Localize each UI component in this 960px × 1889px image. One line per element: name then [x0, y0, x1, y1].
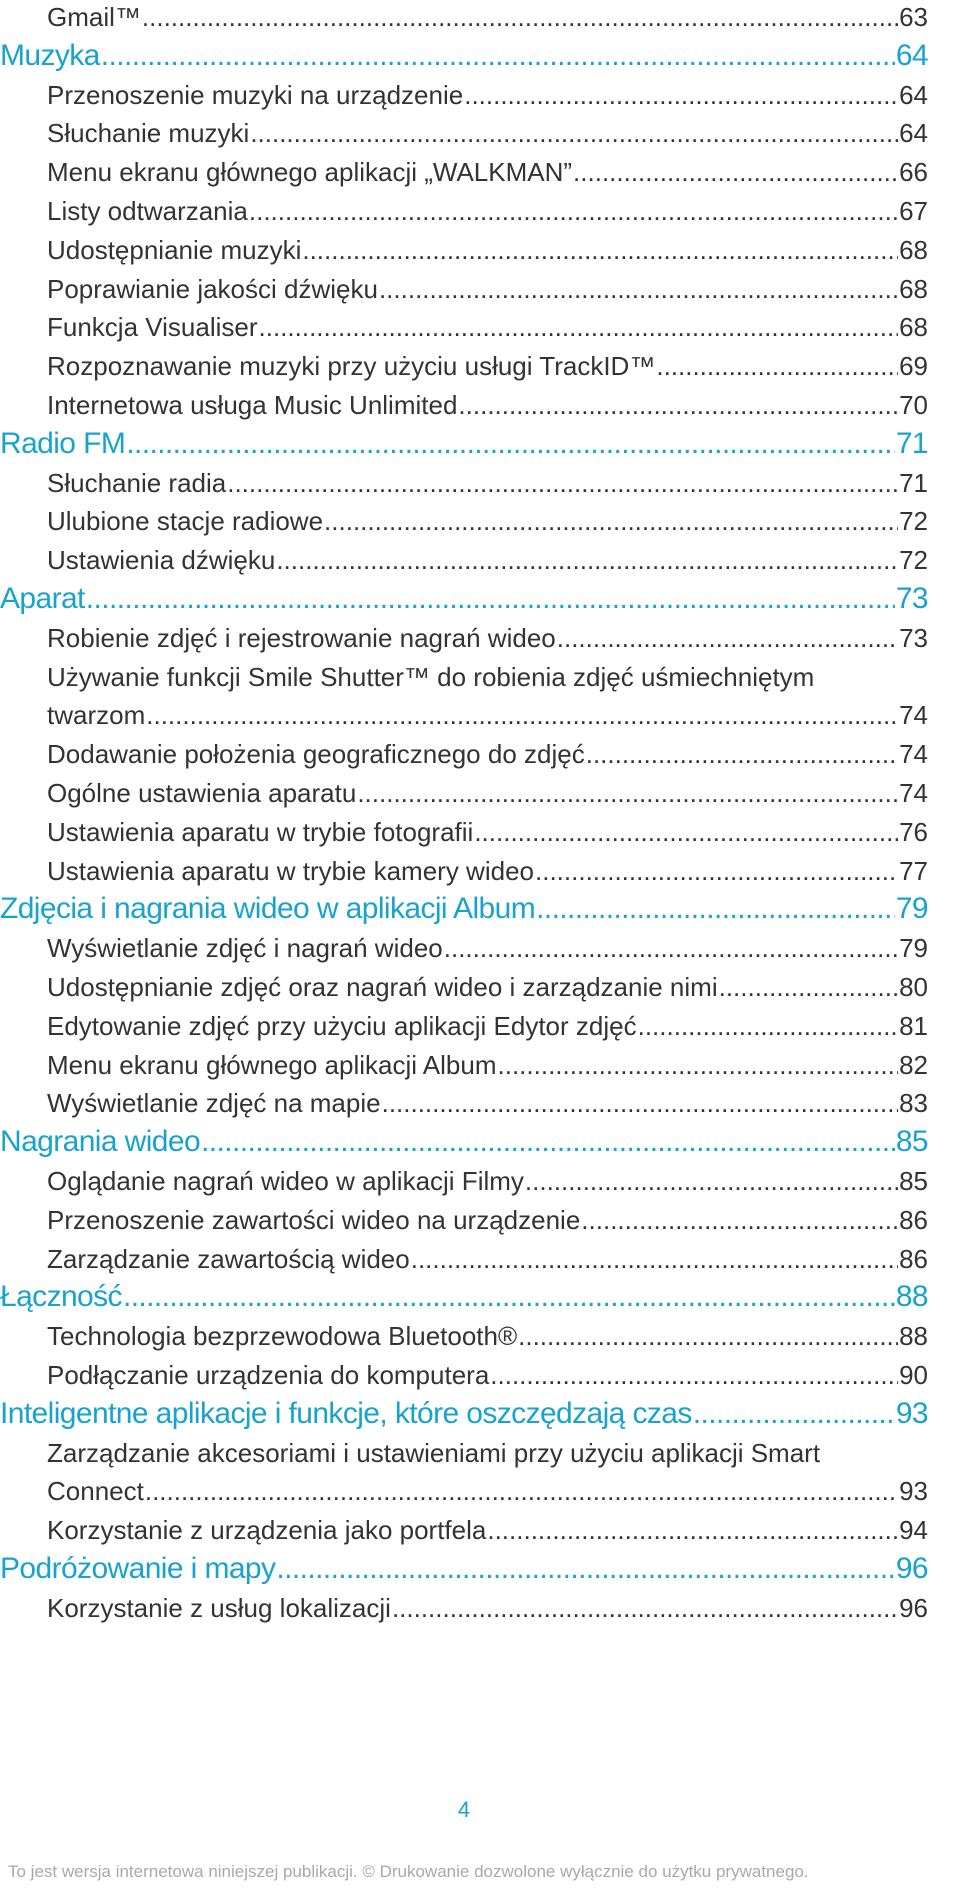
- toc-entry-title: Poprawianie jakości dźwięku: [47, 273, 378, 304]
- toc-entry-title-line1: Zarządzanie akcesoriami i ustawieniami przy użyciu aplikacji Smart: [47, 1437, 821, 1468]
- toc-section-page: 79: [895, 892, 928, 926]
- dot-leader: [145, 1478, 898, 1504]
- toc-entry-title: Wyświetlanie zdjęć i nagrań wideo: [47, 933, 443, 964]
- toc-section[interactable]: [0, 38, 928, 72]
- toc-entry-title: Ustawienia aparatu w trybie fotografii: [47, 816, 474, 847]
- toc-entry-page: 81: [899, 1010, 928, 1041]
- toc-entry-title: Edytowanie zdjęć przy użyciu aplikacji Edytor zdjęć: [47, 1010, 637, 1041]
- toc-entry-title: Korzystanie z usług lokalizacji: [47, 1592, 391, 1623]
- dot-leader: [101, 41, 895, 71]
- dot-leader: [227, 470, 898, 496]
- dot-leader: [411, 1246, 898, 1272]
- dot-leader: [586, 741, 898, 767]
- toc-entry[interactable]: [0, 1321, 928, 1352]
- dot-leader: [392, 1595, 898, 1621]
- toc-section[interactable]: [0, 1554, 928, 1584]
- dot-leader: [123, 1282, 895, 1312]
- toc-entry-title: twarzom: [47, 700, 146, 731]
- toc-entry-page: 64: [899, 118, 928, 149]
- toc-entry-page: 76: [899, 816, 928, 847]
- toc-entry-page: 86: [899, 1243, 928, 1274]
- toc-entry-title-line1: Używanie funkcji Smile Shutter™ do robienia zdjęć uśmiechniętym: [47, 661, 815, 692]
- toc-entry[interactable]: [0, 1592, 928, 1623]
- toc-entry[interactable]: [0, 1362, 928, 1388]
- toc-entry-page: 72: [899, 545, 928, 576]
- toc-entry-title: Oglądanie nagrań wideo w aplikacji Filmy: [47, 1166, 524, 1196]
- toc-entry[interactable]: [0, 933, 928, 964]
- dot-leader: [464, 82, 898, 108]
- toc-entry-page: 88: [899, 1321, 928, 1352]
- toc-entry[interactable]: [0, 79, 928, 110]
- toc-section-title: Nagrania wideo: [0, 1125, 201, 1159]
- toc-section[interactable]: [0, 1396, 928, 1430]
- dot-leader: [126, 429, 895, 459]
- toc-section-title: Inteligentne aplikacje i funkcje, które oszczędzają czas: [0, 1396, 692, 1430]
- toc-section-title: Muzyka: [0, 38, 100, 72]
- toc-entry-page: 68: [899, 312, 928, 343]
- toc-entry-page: 69: [899, 351, 928, 382]
- toc-entry-page: 83: [899, 1088, 928, 1119]
- toc-entry-page: 70: [899, 390, 928, 420]
- toc-entry-page: 93: [899, 1476, 928, 1507]
- toc-section-page: 96: [895, 1552, 928, 1585]
- toc-entry[interactable]: [0, 816, 928, 847]
- toc-entry[interactable]: [0, 392, 928, 418]
- toc-entry-title: Funkcja Visualiser: [47, 312, 258, 343]
- toc-entry[interactable]: [0, 855, 928, 886]
- toc-entry[interactable]: [0, 351, 928, 382]
- toc-entry-title: Korzystanie z urządzenia jako portfela: [47, 1515, 487, 1546]
- toc-entry-page: 90: [899, 1360, 928, 1390]
- toc-entry-title: Przenoszenie muzyki na urządzenie: [47, 79, 464, 110]
- toc-entry-page: 94: [899, 1515, 928, 1546]
- toc-entry-title: Słuchanie muzyki: [47, 118, 250, 149]
- toc-entry-page: 68: [899, 273, 928, 304]
- dot-leader: [490, 1362, 898, 1388]
- toc-entry-page: 82: [899, 1049, 928, 1080]
- toc-entry[interactable]: [0, 467, 928, 498]
- dot-leader: [487, 1517, 898, 1543]
- toc-entry-page: 86: [899, 1204, 928, 1235]
- dot-leader: [573, 159, 898, 185]
- toc-entry-page: 68: [899, 234, 928, 265]
- toc-entry-title: Podłączanie urządzenia do komputera: [47, 1360, 490, 1390]
- dot-leader: [525, 1168, 898, 1194]
- toc-entry-title: Connect: [47, 1476, 144, 1507]
- toc-entry-title: Internetowa usługa Music Unlimited: [47, 390, 458, 420]
- dot-leader: [302, 237, 898, 263]
- toc-entry[interactable]: [0, 1168, 928, 1194]
- dot-leader: [146, 702, 898, 728]
- toc-entry[interactable]: [0, 118, 928, 149]
- toc-entry[interactable]: [0, 273, 928, 304]
- toc-entry-title: Menu ekranu głównego aplikacji Album: [47, 1049, 497, 1080]
- toc-entry-title: Słuchanie radia: [47, 467, 227, 498]
- dot-leader: [276, 1554, 894, 1584]
- toc-entry-title: Ulubione stacje radiowe: [47, 506, 324, 537]
- toc-entry-page: 80: [899, 972, 928, 1002]
- toc-entry-title: Technologia bezprzewodowa Bluetooth®: [47, 1321, 518, 1352]
- dot-leader: [693, 1399, 895, 1429]
- dot-leader: [656, 353, 898, 379]
- toc-entry[interactable]: [0, 1049, 928, 1080]
- dot-leader: [379, 276, 898, 302]
- toc-section-title: Zdjęcia i nagrania wideo w aplikacji Album: [0, 892, 536, 926]
- toc-entry-page: 74: [899, 739, 928, 770]
- toc-entry[interactable]: [0, 312, 928, 343]
- toc-section-title: Łączność: [0, 1280, 122, 1314]
- toc-entry-page: 63: [899, 2, 928, 32]
- toc-entry-page: 85: [899, 1166, 928, 1196]
- dot-leader: [276, 547, 898, 573]
- dot-leader: [86, 584, 895, 614]
- dot-leader: [201, 1127, 895, 1157]
- toc-entry-page: 96: [899, 1592, 928, 1623]
- toc-entry-title: Udostępnianie muzyki: [47, 234, 302, 265]
- toc-entry-page: 77: [899, 855, 928, 886]
- toc-entry[interactable]: [0, 1243, 928, 1274]
- toc-entry[interactable]: [0, 4, 928, 30]
- toc-entry-page: 74: [899, 778, 928, 808]
- dot-leader: [498, 1052, 899, 1078]
- toc-entry[interactable]: [0, 780, 928, 806]
- toc-entry[interactable]: [0, 1010, 928, 1041]
- toc-entry-title: Listy odtwarzania: [47, 196, 248, 226]
- toc-entry[interactable]: [0, 506, 928, 537]
- dot-leader: [638, 1013, 898, 1039]
- toc-section[interactable]: [0, 1282, 928, 1312]
- toc-entry-title: Menu ekranu głównego aplikacji „WALKMAN”: [47, 157, 573, 188]
- toc-entry-title: Przenoszenie zawartości wideo na urządzenie: [47, 1204, 581, 1235]
- toc-entry[interactable]: [0, 739, 928, 770]
- toc-section-title: Aparat: [0, 582, 85, 615]
- dot-leader: [474, 819, 898, 845]
- page-number: 4: [457, 1797, 471, 1822]
- toc-entry-title: Gmail™: [47, 2, 141, 32]
- toc-entry[interactable]: [0, 1476, 928, 1507]
- dot-leader: [357, 780, 898, 806]
- toc-entry[interactable]: [0, 1515, 928, 1546]
- toc-section-page: 88: [895, 1280, 928, 1314]
- toc-entry[interactable]: [0, 1088, 928, 1119]
- toc-section-page: 93: [895, 1396, 928, 1430]
- toc-section-page: 73: [895, 582, 928, 615]
- dot-leader: [557, 625, 898, 651]
- toc-section[interactable]: [0, 584, 928, 614]
- toc-entry-title: Udostępnianie zdjęć oraz nagrań wideo i zarządzanie nimi: [47, 972, 718, 1002]
- toc-section[interactable]: [0, 894, 928, 924]
- dot-leader: [581, 1207, 898, 1233]
- toc-entry[interactable]: [0, 545, 928, 576]
- toc-entry[interactable]: [0, 700, 928, 731]
- dot-leader: [142, 4, 898, 30]
- toc-entry-page: 64: [899, 79, 928, 110]
- toc-entry[interactable]: [0, 234, 928, 265]
- toc-entry-title: Rozpoznawanie muzyki przy użyciu usługi TrackID™: [47, 351, 656, 382]
- toc-section-page: 64: [895, 38, 928, 72]
- toc-section-title: Podróżowanie i mapy: [0, 1552, 276, 1585]
- toc-entry-page: 71: [899, 467, 928, 498]
- toc-entry-title: Zarządzanie zawartością wideo: [47, 1243, 410, 1274]
- toc-entry-page: 74: [899, 700, 928, 731]
- dot-leader: [719, 974, 898, 1000]
- toc-entry-title: Dodawanie położenia geograficznego do zdjęć: [47, 739, 585, 770]
- dot-leader: [518, 1323, 898, 1349]
- toc-section[interactable]: [0, 426, 928, 460]
- toc-entry-page: 72: [899, 506, 928, 537]
- toc-entry-title: Wyświetlanie zdjęć na mapie: [47, 1088, 381, 1119]
- toc-entry-title: Robienie zdjęć i rejestrowanie nagrań wideo: [47, 622, 556, 653]
- dot-leader: [536, 894, 895, 924]
- toc-section-title: Radio FM: [0, 426, 126, 460]
- dot-leader: [250, 120, 898, 146]
- dot-leader: [249, 198, 898, 224]
- dot-leader: [324, 508, 898, 534]
- dot-leader: [444, 935, 898, 961]
- footer-note: To jest wersja internetowa niniejszej publikacji. © Drukowanie dozwolone wyłącznie do użytku prywatnego.: [8, 1862, 809, 1881]
- toc-section-page: 85: [895, 1125, 928, 1159]
- toc-entry-title: Ustawienia aparatu w trybie kamery wideo: [47, 855, 534, 886]
- toc-entry[interactable]: [0, 974, 928, 1000]
- toc-entry[interactable]: [0, 622, 928, 653]
- dot-leader: [458, 392, 898, 418]
- toc-section[interactable]: [0, 1127, 928, 1157]
- toc-entry-page: 79: [899, 933, 928, 964]
- toc-entry[interactable]: [0, 157, 928, 188]
- toc-entry-title: Ustawienia dźwięku: [47, 545, 276, 576]
- dot-leader: [382, 1090, 898, 1116]
- toc-entry-page: 73: [899, 622, 928, 653]
- toc-entry[interactable]: [0, 198, 928, 224]
- toc-entry-title: Ogólne ustawienia aparatu: [47, 778, 357, 808]
- toc-entry[interactable]: [0, 1204, 928, 1235]
- dot-leader: [535, 858, 898, 884]
- toc-entry-page: 66: [899, 157, 928, 188]
- toc-entry-page: 67: [899, 196, 928, 226]
- toc-section-page: 71: [895, 426, 928, 460]
- dot-leader: [259, 314, 899, 340]
